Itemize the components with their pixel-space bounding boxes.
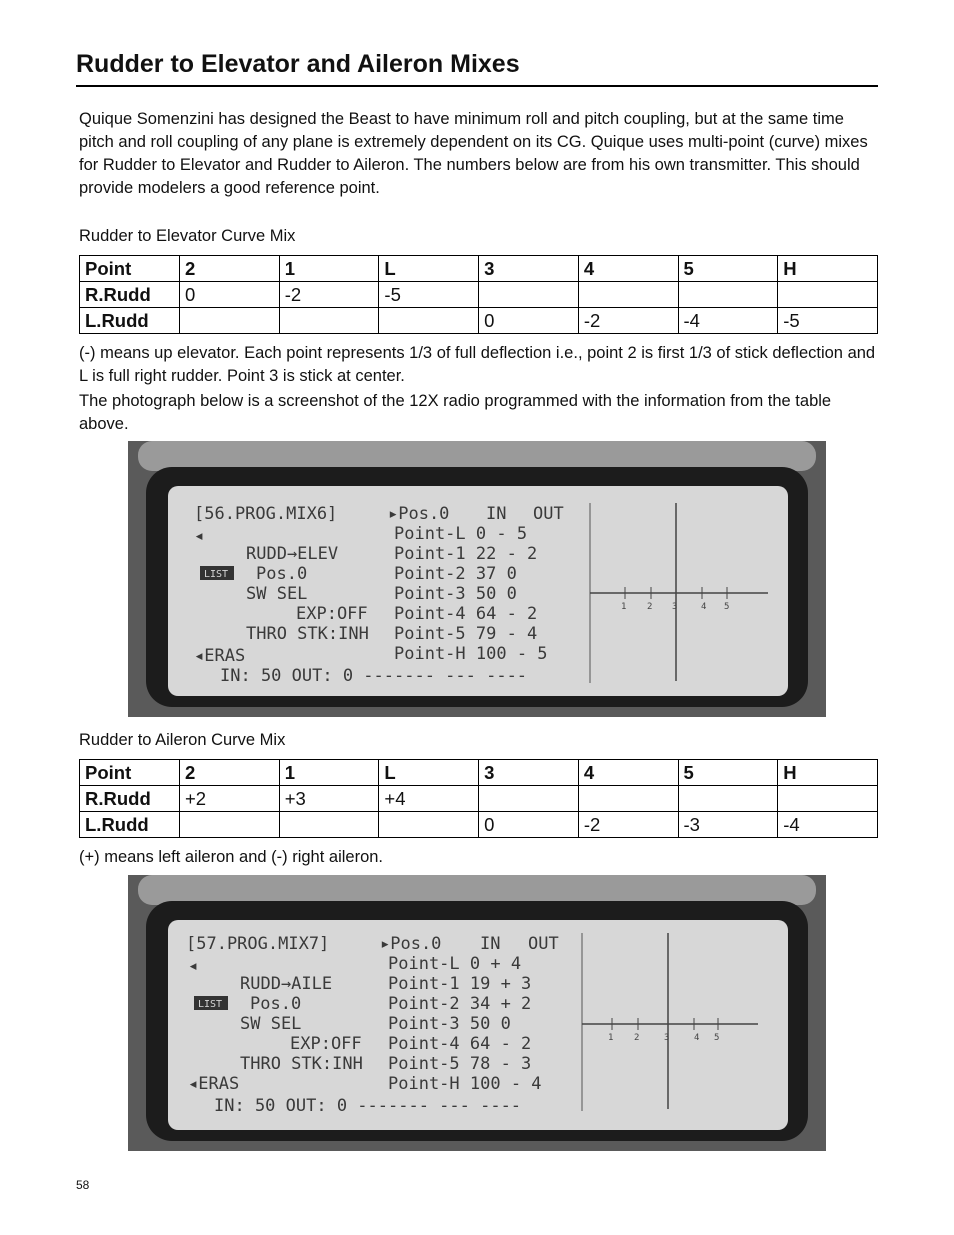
screen-switch-select: SW SEL — [246, 584, 308, 604]
list-label: LIST — [198, 999, 223, 1010]
screen-point-row: Point-2 37 0 — [394, 564, 517, 584]
table-row — [80, 812, 878, 838]
screen-expo: EXP:OFF — [296, 604, 368, 624]
table-row — [80, 308, 878, 334]
photo-intro-note: The photograph below is a screenshot of the 12X radio programmed with the information from the table above. — [79, 392, 832, 433]
intro-paragraph: Quique Somenzini has designed the Beast to have minimum roll and pitch coupling, but at the same time pitch and roll coupling of any plane is extremely dependent on its CG. Quique uses multi-point (curve) mixes for Rudder to Elevator and Rudder to Aileron. The numbers below are from his own transmitter. This should provide modelers a good reference point. — [79, 110, 868, 197]
table-cell — [479, 786, 579, 812]
screen-out-label: OUT — [533, 504, 564, 524]
elevator-mix-caption: Rudder to Elevator Curve Mix — [79, 227, 296, 245]
table-cell: -2 — [578, 308, 678, 334]
graph-tick-label: 1 — [608, 1033, 614, 1043]
header-cell: 2 — [180, 760, 280, 786]
screen-point-row: Point-3 50 0 — [394, 584, 517, 604]
table-row — [80, 786, 878, 812]
screen-point-row: Point-4 64 - 2 — [394, 604, 538, 624]
graph-tick-label: 5 — [714, 1033, 720, 1043]
title-divider — [76, 85, 878, 87]
screen-point-row: Point-H 100 - 4 — [388, 1074, 542, 1094]
table-cell: -4 — [778, 812, 878, 838]
header-cell: 5 — [678, 256, 778, 282]
table-cell — [379, 812, 479, 838]
screen-switch-select: SW SEL — [240, 1014, 302, 1034]
graph-tick-label: 2 — [634, 1033, 640, 1043]
table-cell — [678, 786, 778, 812]
screen-footer: IN: 50 OUT: 0 ------- --- ---- — [220, 666, 528, 686]
table-cell: +2 — [180, 786, 280, 812]
table-cell: 0 — [479, 812, 579, 838]
page-number: 58 — [76, 1178, 90, 1192]
screen-in-label: IN — [480, 934, 501, 954]
screen-throttle-stick: THRO STK:INH — [240, 1054, 363, 1074]
row-label: L.Rudd — [80, 308, 180, 334]
table-cell — [578, 786, 678, 812]
screen-position: Pos.0 — [250, 994, 302, 1014]
header-cell: 3 — [479, 760, 579, 786]
table-cell — [379, 308, 479, 334]
screen-position: Pos.0 — [256, 564, 308, 584]
row-label: L.Rudd — [80, 812, 180, 838]
table-cell: -2 — [279, 282, 379, 308]
graph-tick-label: 3 — [672, 602, 678, 612]
header-cell: Point — [80, 256, 180, 282]
screen-point-row: Point-1 22 - 2 — [394, 544, 538, 564]
table-cell — [578, 282, 678, 308]
header-cell: 1 — [279, 256, 379, 282]
header-cell: 3 — [479, 256, 579, 282]
graph-tick-label: 1 — [621, 602, 627, 612]
screen-point-row: Point-5 79 - 4 — [394, 624, 538, 644]
table-cell — [180, 308, 280, 334]
table-cell — [279, 812, 379, 838]
table-cell — [479, 282, 579, 308]
screen-header: [57.PROG.MIX7] — [186, 934, 330, 954]
page-title: Rudder to Elevator and Aileron Mixes — [76, 50, 520, 78]
graph-tick-label: 2 — [647, 602, 653, 612]
table-cell — [778, 282, 878, 308]
table-cell: +3 — [279, 786, 379, 812]
header-cell: H — [778, 256, 878, 282]
elevator-note: (-) means up elevator. Each point represents 1/3 of full deflection i.e., point 2 is first 1/3 of stick deflection and L is full right rudder. Point 3 is stick at center. — [79, 344, 876, 385]
screen-point-row: Point-3 50 0 — [388, 1014, 511, 1034]
table-cell — [778, 786, 878, 812]
table-cell: -2 — [578, 812, 678, 838]
table-cell: -5 — [778, 308, 878, 334]
screen-out-label: OUT — [528, 934, 559, 954]
screen-point-row: Point-2 34 + 2 — [388, 994, 532, 1014]
screen-point-row: Point-4 64 - 2 — [388, 1034, 532, 1054]
screen-point-row: Point-L 0 + 4 — [388, 954, 522, 974]
eras-label: ◂ERAS — [194, 646, 246, 666]
screen-pos: ▸Pos.0 — [380, 934, 442, 954]
header-cell: 2 — [180, 256, 280, 282]
graph-tick-label: 4 — [701, 602, 707, 612]
screen-point-row: Point-H 100 - 5 — [394, 644, 548, 664]
header-cell: 4 — [578, 760, 678, 786]
screen-mix-name: RUDD→ELEV — [246, 544, 339, 564]
radio-screen-photo-elevator — [128, 441, 826, 717]
graph-tick-label: 3 — [664, 1033, 670, 1043]
table-cell — [678, 282, 778, 308]
elevator-mix-table — [79, 255, 878, 334]
screen-mix-name: RUDD→AILE — [240, 974, 333, 994]
radio-screen-photo-aileron — [128, 875, 826, 1151]
screen-expo: EXP:OFF — [290, 1034, 362, 1054]
eras-label: ◂ERAS — [188, 1074, 240, 1094]
back-arrow-icon: ◂ — [188, 956, 199, 976]
table-cell: -3 — [678, 812, 778, 838]
table-cell: 0 — [479, 308, 579, 334]
header-cell: 4 — [578, 256, 678, 282]
screen-point-row: Point-5 78 - 3 — [388, 1054, 532, 1074]
table-cell — [279, 308, 379, 334]
aileron-note: (+) means left aileron and (-) right aileron. — [79, 848, 384, 866]
screen-point-row: Point-L 0 - 5 — [394, 524, 528, 544]
back-arrow-icon: ◂ — [194, 526, 205, 546]
list-label: LIST — [204, 569, 229, 580]
aileron-mix-table — [79, 759, 878, 838]
row-label: R.Rudd — [80, 282, 180, 308]
screen-header: [56.PROG.MIX6] — [194, 504, 338, 524]
graph-tick-label: 5 — [724, 602, 730, 612]
header-cell: L — [379, 760, 479, 786]
table-cell: +4 — [379, 786, 479, 812]
header-cell: L — [379, 256, 479, 282]
screen-throttle-stick: THRO STK:INH — [246, 624, 369, 644]
header-cell: H — [778, 760, 878, 786]
table-cell: 0 — [180, 282, 280, 308]
header-cell: Point — [80, 760, 180, 786]
row-label: R.Rudd — [80, 786, 180, 812]
screen-pos: ▸Pos.0 — [388, 504, 450, 524]
header-cell: 5 — [678, 760, 778, 786]
graph-tick-label: 4 — [694, 1033, 700, 1043]
table-header-row — [80, 760, 878, 786]
screen-footer: IN: 50 OUT: 0 ------- --- ---- — [214, 1096, 522, 1116]
screen-point-row: Point-1 19 + 3 — [388, 974, 532, 994]
aileron-mix-caption: Rudder to Aileron Curve Mix — [79, 731, 286, 749]
table-cell: -5 — [379, 282, 479, 308]
table-cell — [180, 812, 280, 838]
table-header-row — [80, 256, 878, 282]
screen-in-label: IN — [486, 504, 507, 524]
header-cell: 1 — [279, 760, 379, 786]
table-row — [80, 282, 878, 308]
table-cell: -4 — [678, 308, 778, 334]
